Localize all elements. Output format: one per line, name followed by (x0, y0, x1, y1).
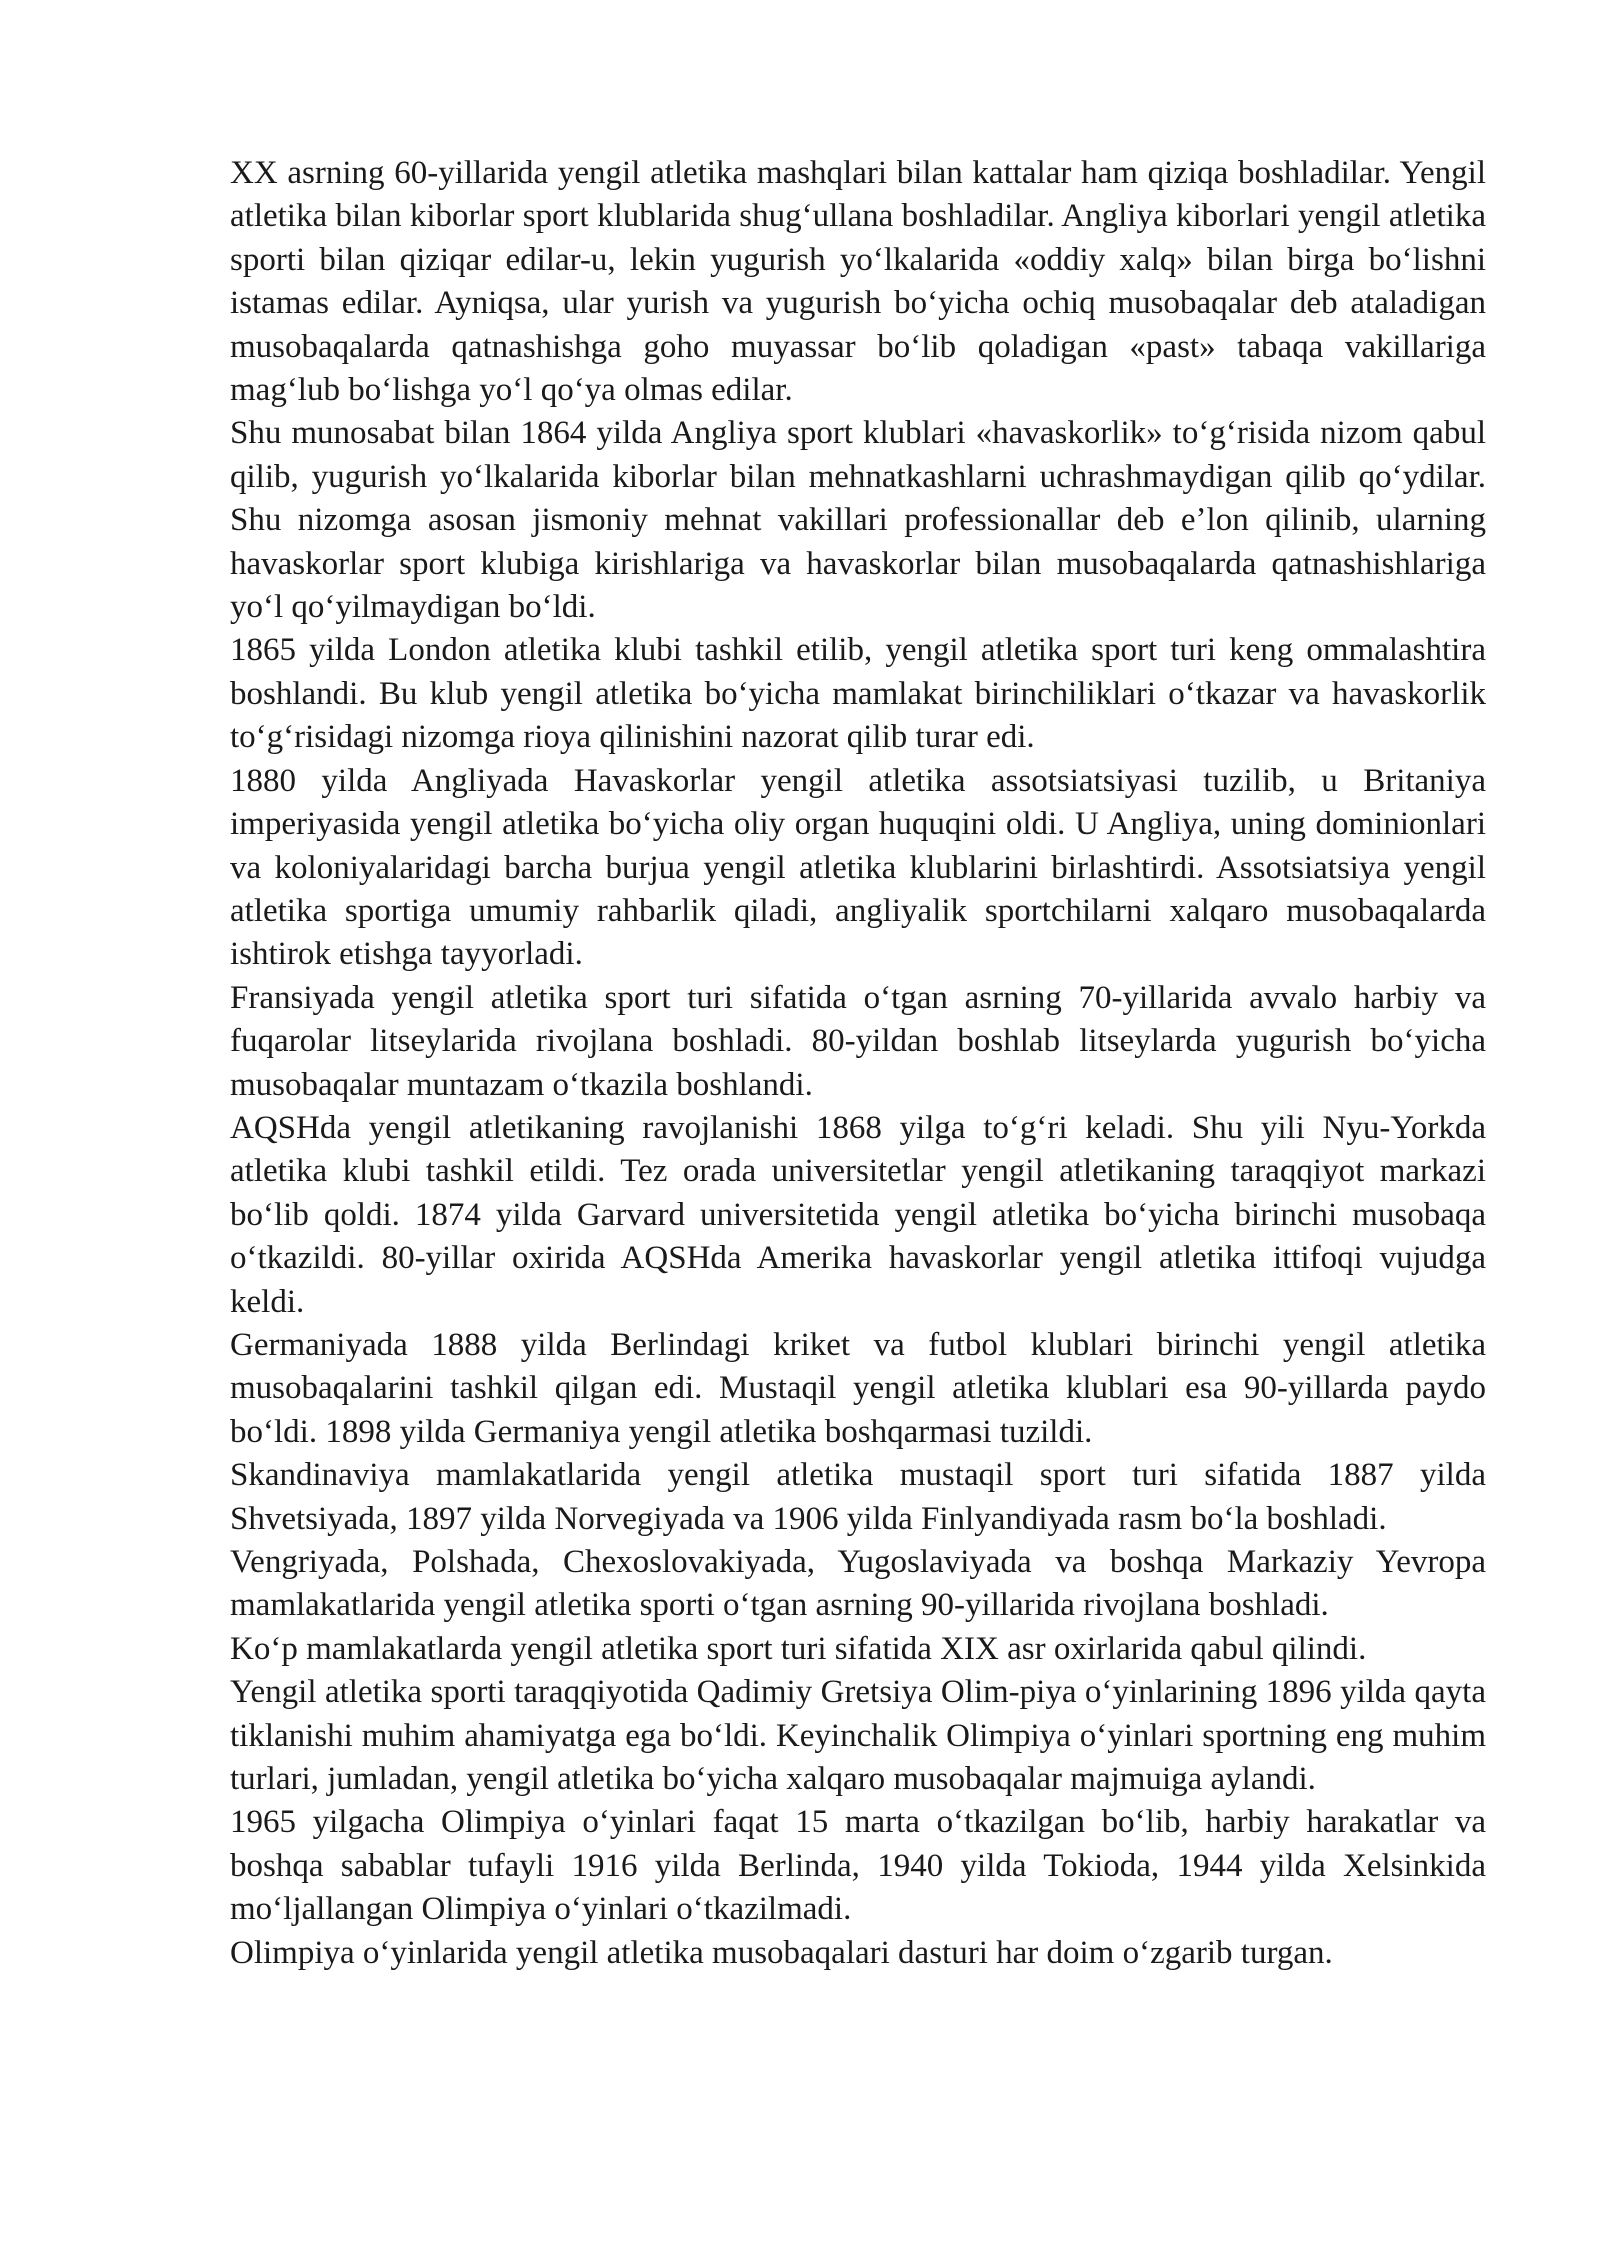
paragraph: 1865 yilda London atletika klubi tashkil etilib, yengil atletika sport turi keng ommalashtira boshlandi. Bu klub yengil atletika boʻyicha mamlakat birinchiliklari oʻtkazar va havaskorlik toʻgʻrisidagi nizomga rioya qilinishini nazorat qilib turar edi. (230, 632, 1486, 756)
paragraph: XX asrning 60-yillarida yengil atletika mashqlari bilan kattalar ham qiziqa boshladilar. Yengil atletika bilan kiborlar sport klublarida shugʻullana boshladilar. Angliya kiborlari yengil atletika sporti bilan qiziqar edilar-u, lekin yugurish yoʻlkalarida «oddiy xalq» bilan birga boʻlishni istamas edilar. Ayniqsa, ular yurish va yugurish boʻyicha ochiq musobaqalar deb ataladigan musobaqalarda qatnashishga goho muyassar boʻlib qoladigan «past» tabaqa vakillariga magʻlub boʻlishga yoʻl qoʻya olmas edilar. (230, 155, 1486, 409)
paragraph: Germaniyada 1888 yilda Berlindagi kriket va futbol klublari birinchi yengil atletika musobaqalarini tashkil qilgan edi. Mustaqil yengil atletika klublari esa 90-yillarda paydo boʻldi. 1898 yilda Germaniya yengil atletika boshqarmasi tuzildi. (230, 1326, 1486, 1450)
paragraph: Koʻp mamlakatlarda yengil atletika sport turi sifatida XIX asr oxirlarida qabul qilindi. (230, 1630, 1367, 1667)
paragraph: Yengil atletika sporti taraqqiyotida Qadimiy Gretsiya Olim-piya oʻyinlarining 1896 yilda qayta tiklanishi muhim ahamiyatga ega boʻldi. Keyinchalik Olimpiya oʻyinlari sportning eng muhim turlari, jumladan, yengil atletika boʻyicha xalqaro musobaqalar majmuiga aylandi. (230, 1674, 1486, 1798)
paragraph: 1965 yilgacha Olimpiya oʻyinlari faqat 15 marta oʻtkazilgan boʻlib, harbiy harakatlar va boshqa sabablar tufayli 1916 yilda Berlinda, 1940 yilda Tokioda, 1944 yilda Xelsinkida moʻljallangan Olimpiya oʻyinlari oʻtkazilmadi. (230, 1804, 1486, 1928)
paragraph: AQSHda yengil atletikaning ravojlanishi 1868 yilga toʻgʻri keladi. Shu yili Nyu-Yorkda atletika klubi tashkil etildi. Tez orada universitetlar yengil atletikaning taraqqiyot markazi boʻlib qoldi. 1874 yilda Garvard universitetida yengil atletika boʻyicha birinchi musobaqa oʻtkazildi. 80-yillar oxirida AQSHda Amerika havaskorlar yengil atletika ittifoqi vujudga keldi. (230, 1109, 1486, 1320)
paragraph: Vengriyada, Polshada, Chexoslovakiyada, Yugoslaviyada va boshqa Markaziy Yevropa mamlakatlarida yengil atletika sporti oʻtgan asrning 90-yillarida rivojlana boshladi. (230, 1544, 1486, 1624)
paragraph: Skandinaviya mamlakatlarida yengil atletika mustaqil sport turi sifatida 1887 yilda Shvetsiyada, 1897 yilda Norvegiyada va 1906 yilda Finlyandiyada rasm boʻla boshladi. (230, 1457, 1486, 1537)
paragraph: Shu munosabat bilan 1864 yilda Angliya sport klublari «havaskorlik» toʻgʻrisida nizom qabul qilib, yugurish yoʻlkalarida kiborlar bilan mehnatkashlarni uchrashmaydigan qilib qoʻydilar. Shu nizomga asosan jismoniy mehnat vakillari professionallar deb eʼlon qilinib, ularning havaskorlar sport klubiga kirishlariga va havaskorlar bilan musobaqalarda qatnashishlariga yoʻl qoʻyilmaydigan boʻldi. (230, 415, 1486, 626)
paragraph: Fransiyada yengil atletika sport turi sifatida oʻtgan asrning 70-yillarida avvalo harbiy va fuqarolar litseylarida rivojlana boshladi. 80-yildan boshlab litseylarda yugurish boʻyicha musobaqalar muntazam oʻtkazila boshlandi. (230, 979, 1486, 1103)
paragraph: 1880 yilda Angliyada Havaskorlar yengil atletika assotsiatsiyasi tuzilib, u Britaniya imperiyasida yengil atletika boʻyicha oliy organ huquqini oldi. U Angliya, uning dominionlari va koloniyalaridagi barcha burjua yengil atletika klublarini birlashtirdi. Assotsiatsiya yengil atletika sportiga umumiy rahbarlik qiladi, angliyalik sportchilarni xalqaro musobaqalarda ishtirok etishga tayyorladi. (230, 762, 1486, 973)
paragraph: Olimpiya oʻyinlarida yengil atletika musobaqalari dasturi har doim oʻzgarib turgan. (230, 1934, 1333, 1971)
body-text (230, 152, 1486, 1975)
